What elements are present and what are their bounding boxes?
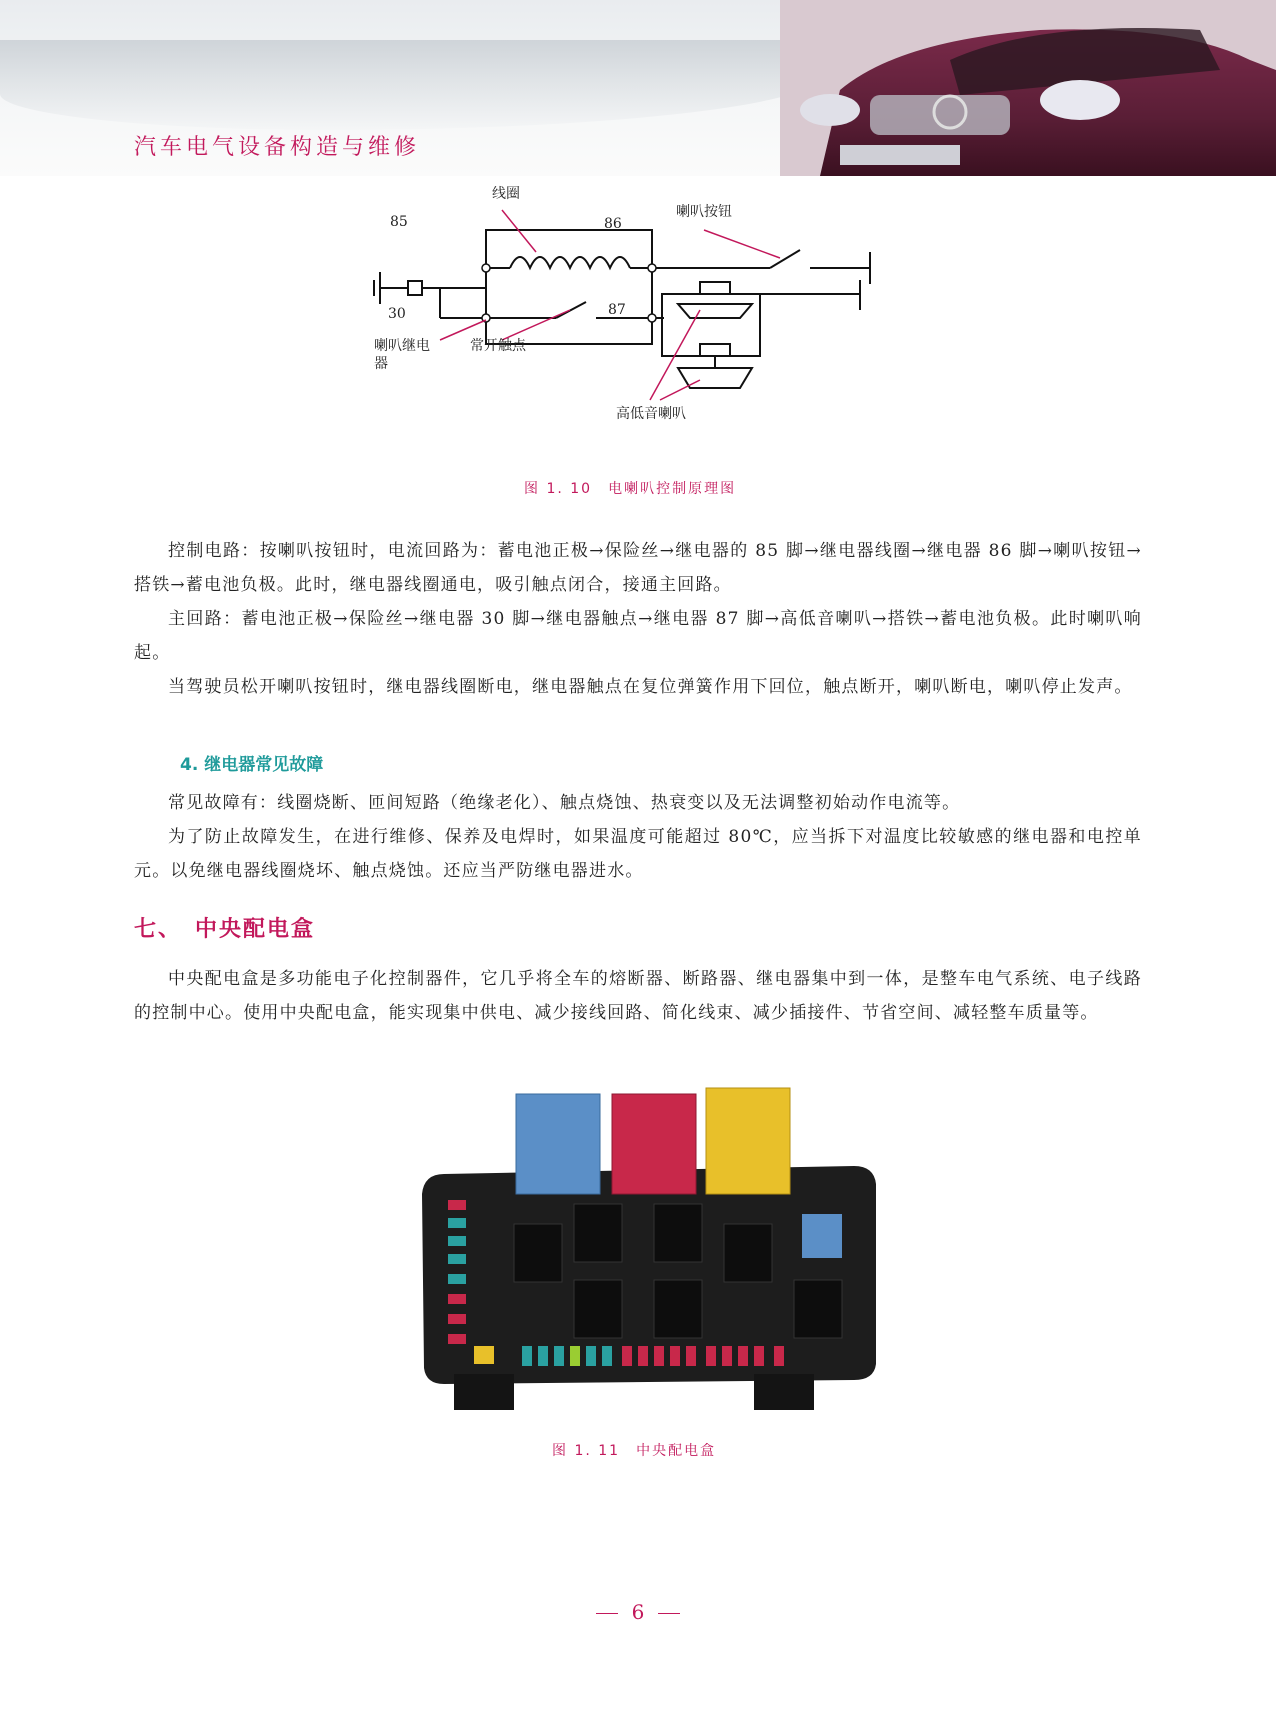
page-number-dash-right — [658, 1613, 680, 1614]
page-number — [0, 1600, 1276, 1624]
central-distribution-box-photo — [414, 1084, 878, 1420]
horn-circuit-diagram — [360, 186, 920, 470]
header-car-image — [780, 0, 1276, 176]
label-speakers: 高低音喇叭 — [616, 406, 686, 422]
section-title-7: 七、 中央配电盒 — [134, 917, 316, 942]
paragraph-prevention: 为了防止故障发生，在进行维修、保养及电焊时，如果温度可能超过 80℃，应当拆下对温度比较敏感的继电器和电控单元。以免继电器线圈烧坏、触点烧蚀。还应当严防继电器进水。 — [134, 827, 1142, 881]
paragraph-common-faults: 常见故障有：线圈烧断、匝间短路（绝缘老化）、触点烧蚀、热衰变以及无法调整初始动作电流等。 — [168, 793, 961, 813]
label-coil: 线圈 — [492, 186, 520, 202]
page-header — [0, 0, 1276, 176]
paragraph-control-circuit: 控制电路：按喇叭按钮时，电流回路为：蓄电池正极→保险丝→继电器的 85 脚→继电器线圈→继电器 86 脚→喇叭按钮→搭铁→蓄电池负极。此时，继电器线圈通电，吸引触点闭合，接通主回路。 — [134, 541, 1142, 595]
body-paragraphs-3 — [134, 962, 1142, 1030]
header-title: 汽车电气设备构造与维修 — [134, 135, 421, 160]
paragraph-central-box: 中央配电盒是多功能电子化控制器件，它几乎将全车的熔断器、断路器、继电器集中到一体，是整车电气系统、电子线路的控制中心。使用中央配电盒，能实现集中供电、减少接线回路、简化线束、减少插接件、节省空间、减轻整车质量等。 — [134, 969, 1142, 1023]
label-pin-87: 87 — [608, 302, 626, 318]
label-relay-line2: 器 — [374, 356, 388, 372]
figure-caption-1-11: 图 1. 11 中央配电盒 — [552, 1443, 717, 1459]
body-paragraphs-1 — [134, 534, 1142, 704]
paragraph-release: 当驾驶员松开喇叭按钮时，继电器线圈断电，继电器触点在复位弹簧作用下回位，触点断开，喇叭断电，喇叭停止发声。 — [168, 677, 1133, 697]
header-mist-decoration — [0, 40, 820, 130]
label-horn-button: 喇叭按钮 — [676, 204, 732, 220]
subsection-heading-4: 4. 继电器常见故障 — [180, 755, 324, 775]
page-number-value: 6 — [631, 1600, 645, 1624]
label-contact: 常开触点 — [470, 338, 526, 354]
label-pin-85: 85 — [390, 214, 408, 230]
body-paragraphs-2 — [134, 786, 1142, 888]
label-pin-86: 86 — [604, 216, 622, 232]
label-relay-line1: 喇叭继电 — [374, 338, 430, 354]
page-number-dash-left — [596, 1613, 618, 1614]
label-pin-30: 30 — [388, 306, 406, 322]
figure-caption-1-10: 图 1. 10 电喇叭控制原理图 — [524, 481, 737, 497]
paragraph-main-circuit: 主回路：蓄电池正极→保险丝→继电器 30 脚→继电器触点→继电器 87 脚→高低音喇叭→搭铁→蓄电池负极。此时喇叭响起。 — [134, 609, 1142, 663]
